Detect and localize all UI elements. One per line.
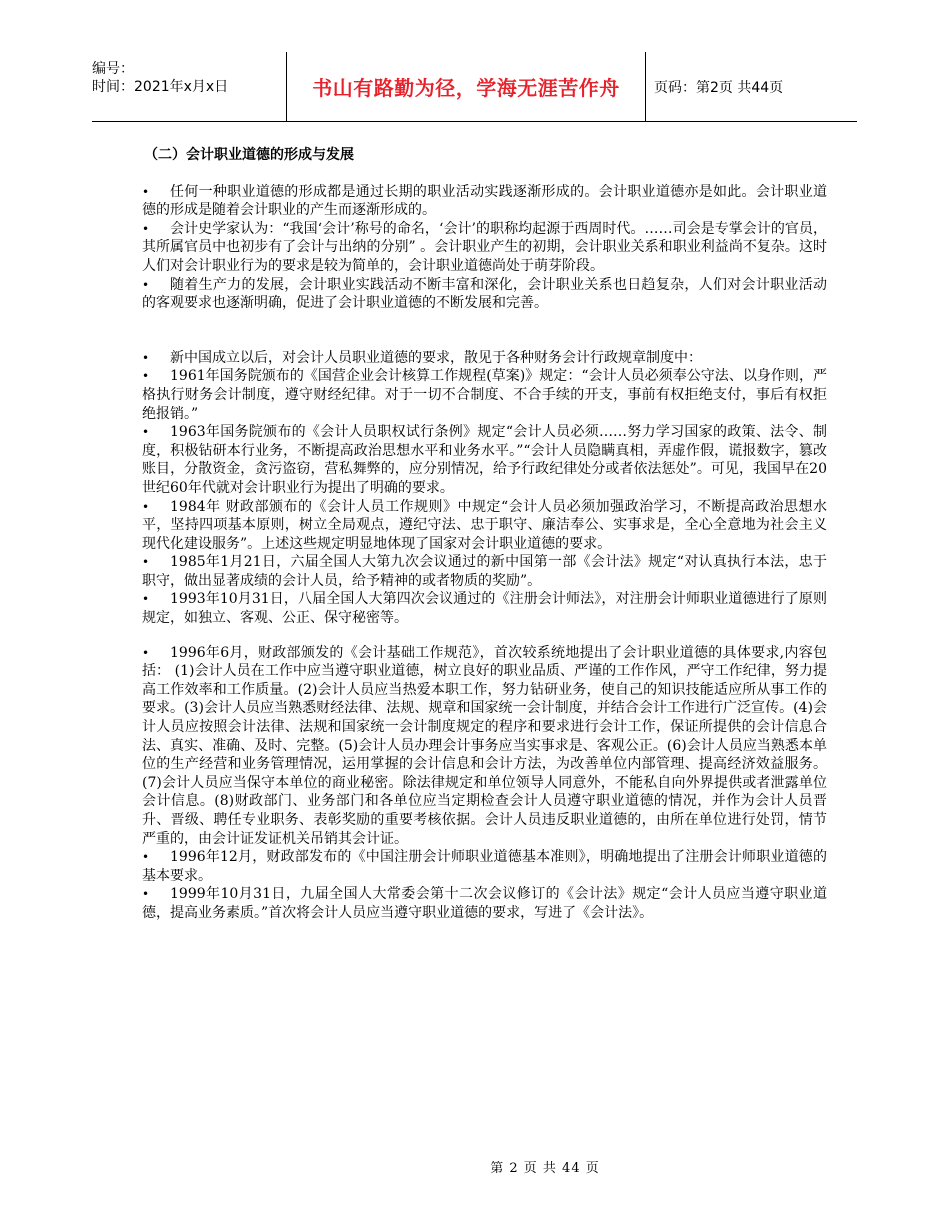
section-title: （二）会计职业道德的形成与发展 — [144, 147, 354, 163]
page-footer: 第 2 页 共 44 页 — [490, 1161, 600, 1176]
bullet-icon: • — [142, 425, 150, 440]
paragraph: • 1961年国务院颁布的《国营企业会计核算工作规程(草案)》规定：“会计人员必须奉公守法、以身作则，严格执行财务会计制度，遵守财经纪律。对于一切不合制度、不合手续的开支，事前有权拒绝支付，事后有权拒绝报销。” — [142, 368, 827, 422]
header-page-info: 页码：第2页 共44页 — [654, 79, 784, 96]
paragraph: • 1999年10月31日，九届全国人大常委会第十二次会议修订的《会计法》规定“会计人员应当遵守职业道德，提高业务素质。”首次将会计人员应当遵守职业道德的要求，写进了《会计法》。 — [142, 886, 827, 921]
bullet-icon: • — [142, 184, 150, 199]
bullet-icon: • — [142, 350, 150, 365]
bullet-icon: • — [142, 369, 150, 384]
bullet-icon: • — [142, 555, 150, 570]
paragraph: • 随着生产力的发展，会计职业实践活动不断丰富和深化，会计职业关系也日趋复杂，人们对会计职业活动的客观要求也逐渐明确，促进了会计职业道德的不断发展和完善。 — [142, 276, 827, 312]
bullet-icon: • — [142, 645, 150, 660]
spacer — [142, 313, 827, 349]
header-motto: 书山有路勤为径，学海无涯苦作舟 — [286, 52, 646, 121]
document-body — [142, 146, 827, 923]
document-time: 时间：2021年x月x日 — [92, 79, 229, 95]
spacer — [142, 628, 827, 644]
bullet-icon: • — [142, 221, 150, 236]
paragraph: • 新中国成立以后，对会计人员职业道德的要求，散见于各种财务会计行政规章制度中： — [142, 349, 702, 366]
paragraph: • 1996年12月，财政部发布的《中国注册会计师职业道德基本准则》，明确地提出了注册会计师职业道德的基本要求。 — [142, 849, 827, 884]
bullet-icon: • — [142, 850, 150, 865]
header-left — [92, 52, 286, 121]
paragraph: • 任何一种职业道德的形成都是通过长期的职业活动实践逐渐形成的。会计职业道德亦是如此。会计职业道德的形成是随着会计职业的产生而逐渐形成的。 — [142, 183, 827, 219]
paragraph: • 会计史学家认为：“我国‘会计’称号的命名，‘会计’的职称均起源于西周时代。……司会是专掌会计的官员，其所属官员中也初步有了会计与出纳的分别” 。会计职业产生的初期，会计职业关系和职业利益尚不复杂。这时人们对会计职业行为的要求是较为简单的，会计职业道德尚处于萌芽阶段。 — [142, 220, 827, 274]
document-number-label: 编号： — [92, 61, 134, 77]
paragraph: • 1993年10月31日，八届全国人大第四次会议通过的《注册会计师法》，对注册会计师职业道德进行了原则规定，如独立、客观、公正、保守秘密等。 — [142, 591, 827, 627]
bullet-icon: • — [142, 499, 150, 514]
page-header — [92, 52, 857, 122]
bullet-icon: • — [142, 887, 150, 902]
bullet-icon: • — [142, 592, 150, 607]
bullet-icon: • — [142, 277, 150, 292]
paragraph: • 1963年国务院颁布的《会计人员职权试行条例》规定“会计人员必须……努力学习国家的政策、法令、制度，积极钻研本行业务，不断提高政治思想水平和业务水平。”“会计人员隐瞒真相，弄虚作假，谎报数字，篡改账目，分散资金，贪污盗窃，营私舞弊的，应分别情况，给予行政纪律处分或者依法惩处”。可见，我国早在20世纪60年代就对会计职业行为提出了明确的要求。 — [142, 424, 827, 496]
paragraph: • 1996年6月，财政部颁发的《会计基础工作规范》，首次较系统地提出了会计职业道德的具体要求,内容包括： (1)会计人员在工作中应当遵守职业道德，树立良好的职业品质、严谨的工作作风，严守工作纪律，努力提高工作效率和工作质量。(2)会计人员应当热爱本职工作，努力钻研业务，使自己的知识技能适应所从事工作的要求。(3)会计人员应当熟悉财经法律、法规、规章和国家统一会计制度，并结合会计工作进行广泛宣传。(4)会计人员应按照会计法律、法规和国家统一会计制度规定的程序和要求进行会计工作，保证所提供的会计信息合法、真实、准确、及时、完整。(5)会计人员办理会计事务应当实事求是、客观公正。(6)会计人员应当熟悉本单位的生产经营和业务管理情况，运用掌握的会计信息和会计方法，为改善单位内部管理、提高经济效益服务。(7)会计人员应当保守本单位的商业秘密。除法律规定和单位领导人同意外，不能私自向外界提供或者泄露单位会计信息。(8)财政部门、业务部门和各单位应当定期检查会计人员遵守职业道德的情况，并作为会计人员晋升、晋级、聘任专业职务、表彰奖励的重要考核依据。会计人员违反职业道德的，由所在单位进行处罚，情节严重的，由会计证发证机关吊销其会计证。 — [142, 644, 827, 847]
paragraph: • 1985年1月21日，六届全国人大第九次会议通过的新中国第一部《会计法》规定“对认真执行本法，忠于职守，做出显著成绩的会计人员，给予精神的或者物质的奖励”。 — [142, 554, 827, 589]
paragraph: • 1984年 财政部颁布的《会计人员工作规则》中规定“会计人员必须加强政治学习，不断提高政治思想水平，坚持四项基本原则，树立全局观点，遵纪守法、忠于职守、廉洁奉公、实事求是，全心全意地为社会主义现代化建设服务”。上述这些规定明显地体现了国家对会计职业道德的要求。 — [142, 498, 827, 552]
